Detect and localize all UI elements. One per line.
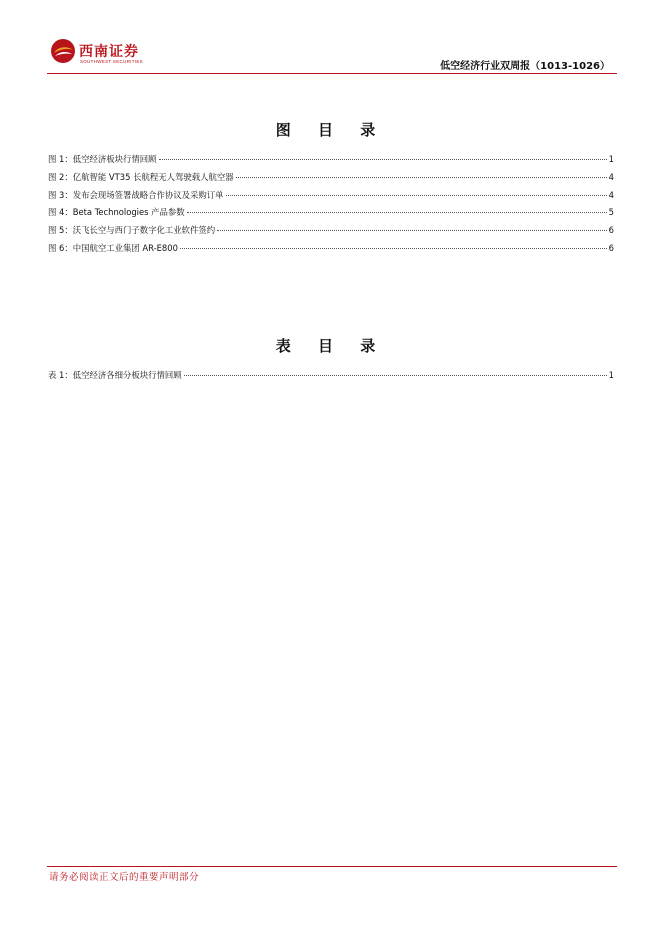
- toc-entry-label: 表 1：低空经济各细分板块行情回顾: [48, 370, 182, 380]
- toc-entry-page: 5: [608, 207, 614, 218]
- toc-entry-page: 1: [608, 154, 614, 164]
- toc-entry-label: 图 2：亿航智能 VT35 长航程无人驾驶载人航空器: [48, 171, 234, 182]
- toc-entry-label: 图 4：Beta Technologies 产品参数: [48, 207, 185, 218]
- logo-en-text: SOUTHWEST SECURITIES: [80, 59, 143, 64]
- toc-entry-page: 4: [608, 171, 614, 182]
- toc-entry[interactable]: [48, 242, 614, 260]
- toc-entry[interactable]: [48, 153, 614, 171]
- toc-entry[interactable]: [48, 224, 614, 242]
- toc-dot-leader: [180, 248, 607, 249]
- report-title: 低空经济行业双周报（1013-1026）: [440, 61, 610, 72]
- toc-dot-leader: [159, 159, 607, 160]
- toc-entry-label: 图 1：低空经济板块行情回顾: [48, 154, 157, 164]
- toc-entry-page: 4: [608, 189, 614, 200]
- tables-toc-list: [48, 369, 614, 387]
- toc-entry-label: 图 3：发布会现场签署战略合作协议及采购订单: [48, 189, 224, 200]
- logo-cn-text: 西南证券: [79, 44, 139, 60]
- figures-toc-title: 图 目 录: [275, 121, 387, 139]
- toc-dot-leader: [236, 177, 607, 178]
- footer-divider: [47, 866, 617, 867]
- header-divider: [47, 73, 617, 74]
- page-header: [0, 0, 662, 76]
- toc-entry[interactable]: [48, 171, 614, 189]
- toc-entry-page: 6: [608, 242, 614, 253]
- toc-entry-page: 1: [608, 370, 614, 380]
- toc-entry-label: 图 5：沃飞长空与西门子数字化工业软件签约: [48, 225, 216, 236]
- toc-entry-page: 6: [608, 225, 614, 236]
- footer-disclaimer: 请务必阅读正文后的重要声明部分: [49, 872, 200, 883]
- toc-dot-leader: [187, 212, 607, 213]
- figures-toc-list: [48, 153, 614, 260]
- tables-toc-title: 表 目 录: [275, 337, 387, 355]
- toc-entry[interactable]: [48, 189, 614, 207]
- toc-entry[interactable]: [48, 369, 614, 387]
- toc-dot-leader: [226, 195, 607, 196]
- toc-dot-leader: [217, 230, 607, 231]
- company-logo: [50, 38, 180, 70]
- toc-entry[interactable]: [48, 206, 614, 224]
- logo-emblem-icon: [50, 38, 76, 64]
- toc-entry-label: 图 6：中国航空工业集团 AR-E800: [48, 242, 178, 253]
- toc-dot-leader: [184, 375, 607, 376]
